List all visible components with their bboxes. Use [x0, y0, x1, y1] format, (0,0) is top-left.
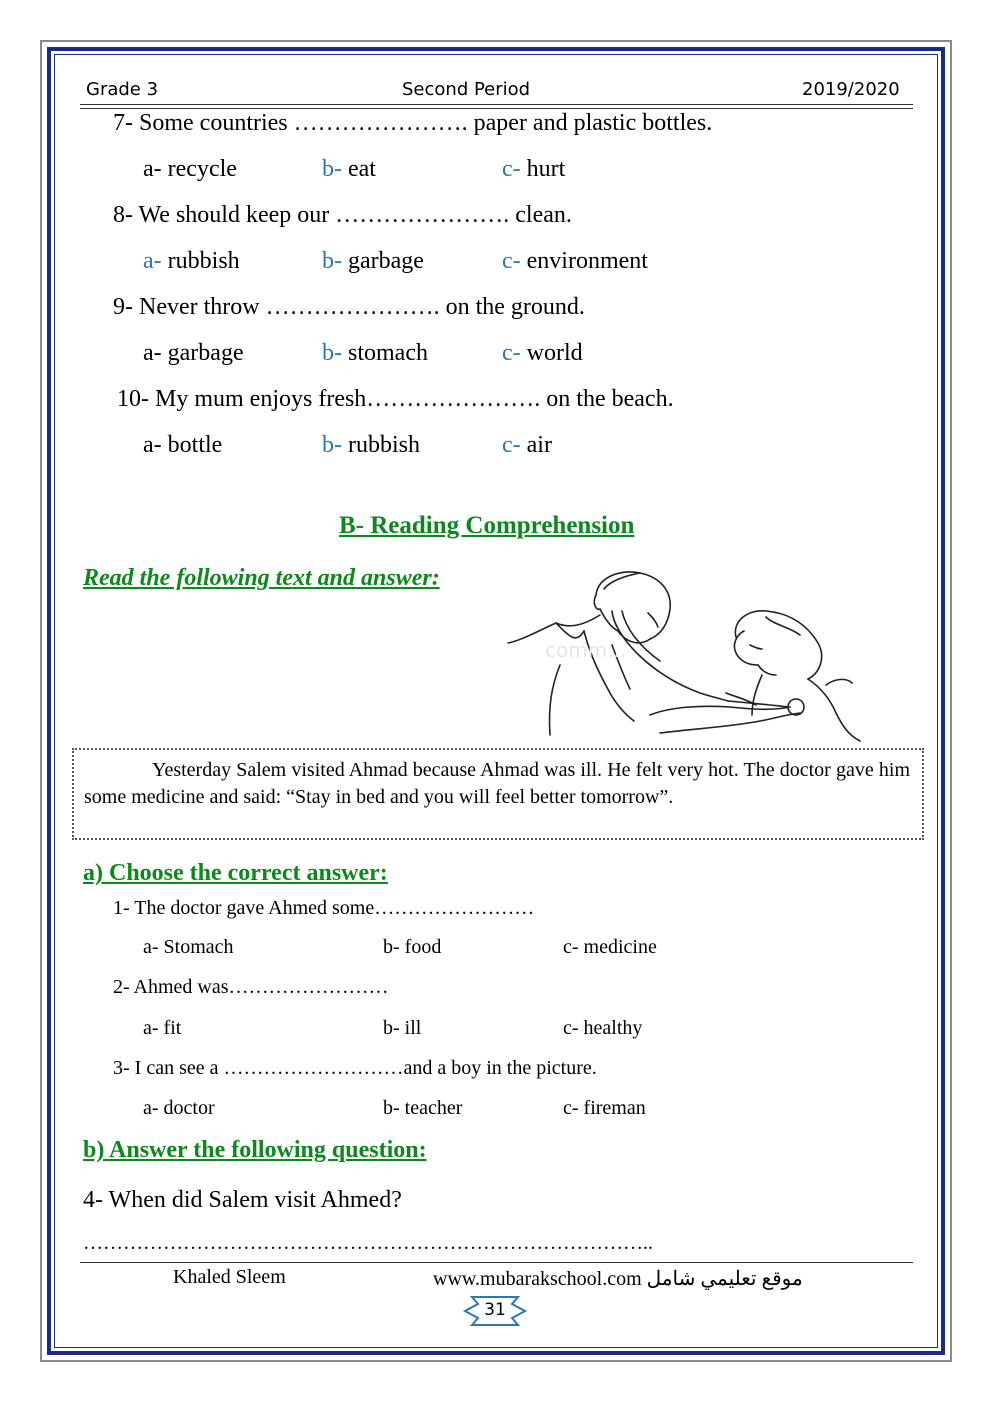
- reading-option: a- doctor: [143, 1097, 215, 1119]
- reading-instruction: Read the following text and answer:: [83, 565, 440, 591]
- vocab-option: a- recycle: [143, 156, 237, 182]
- vocab-question-10: 10- My mum enjoys fresh…………………. on the beach.: [117, 386, 674, 412]
- reading-option: a- Stomach: [143, 936, 234, 958]
- section-title: B- Reading Comprehension: [339, 512, 635, 539]
- footer-site: www.mubarakschool.com موقع تعليمي شامل: [433, 1268, 803, 1290]
- part-a-title: a) Choose the correct answer:: [83, 860, 388, 886]
- vocab-option: c- environment: [502, 248, 648, 274]
- reading-option: b- teacher: [383, 1097, 463, 1119]
- doctor-illustration: [500, 565, 870, 745]
- page-number: 31: [484, 1300, 506, 1320]
- header-grade: Grade 3: [86, 79, 159, 100]
- vocab-option: b- eat: [322, 156, 376, 182]
- picture-watermark: comm...: [545, 638, 627, 662]
- page-number-badge: [462, 1294, 528, 1328]
- header-rule: [80, 104, 913, 105]
- vocab-option: a- bottle: [143, 432, 223, 458]
- vocab-question-9: 9- Never throw …………………. on the ground.: [113, 294, 585, 320]
- vocab-option: c- air: [502, 432, 552, 458]
- vocab-option: b- rubbish: [322, 432, 420, 458]
- reading-option: c- healthy: [563, 1017, 643, 1039]
- reading-option: a- fit: [143, 1017, 182, 1039]
- answer-line[interactable]: …………………………………………………………………………..: [83, 1232, 653, 1254]
- vocab-option: b- garbage: [322, 248, 424, 274]
- vocab-option: c- world: [502, 340, 583, 366]
- reading-question-2: 2- Ahmed was……………………: [113, 976, 389, 998]
- part-b-title: b) Answer the following question:: [83, 1137, 427, 1163]
- vocab-question-8: 8- We should keep our …………………. clean.: [113, 202, 572, 228]
- vocab-option: a- rubbish: [143, 248, 240, 274]
- reading-question-1: 1- The doctor gave Ahmed some……………………: [113, 897, 535, 919]
- reading-question-3: 3- I can see a ………………………and a boy in the picture.: [113, 1057, 597, 1079]
- vocab-option: c- hurt: [502, 156, 566, 182]
- header-period: Second Period: [402, 79, 531, 100]
- footer-rule: [80, 1262, 913, 1263]
- reading-question-4: 4- When did Salem visit Ahmed?: [83, 1187, 402, 1213]
- reading-option: b- food: [383, 936, 442, 958]
- vocab-option: a- garbage: [143, 340, 244, 366]
- reading-option: c- medicine: [563, 936, 657, 958]
- vocab-option: b- stomach: [322, 340, 428, 366]
- header-rule-thin: [80, 108, 913, 109]
- footer-author: Khaled Sleem: [173, 1266, 286, 1288]
- header-year: 2019/2020: [802, 79, 900, 100]
- vocab-question-7: 7- Some countries …………………. paper and plastic bottles.: [113, 110, 713, 136]
- reading-option: b- ill: [383, 1017, 422, 1039]
- reading-passage: Yesterday Salem visited Ahmad because Ahmad was ill. He felt very hot. The doctor gave him some medicine and said: “Stay in bed and you will feel better tomorrow”.: [84, 759, 910, 808]
- reading-option: c- fireman: [563, 1097, 646, 1119]
